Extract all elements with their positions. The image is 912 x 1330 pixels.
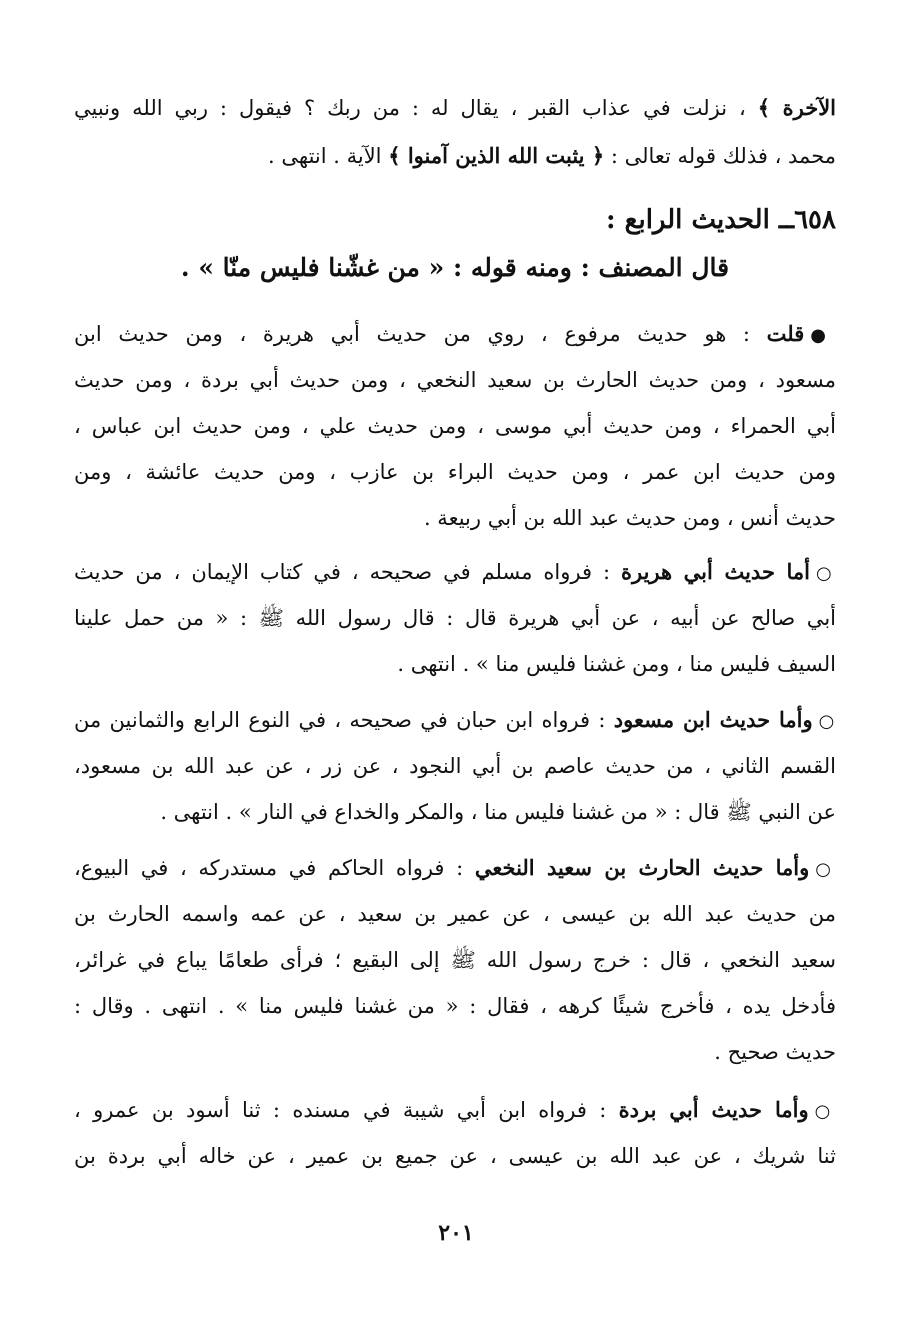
para1-line-5: حديث أنس ، ومن حديث عبد الله بن أبي ربيعة . [423, 506, 836, 530]
para4-text: : فرواه الحاكم في مستدركه ، في البيوع، [74, 856, 475, 880]
intro-text-fragment: ، نزلت في عذاب القبر ، يقال له : من ربك ؟ فيقول : ربي الله ونبيي [74, 96, 758, 120]
page-number: ٢٠١ [438, 1220, 474, 1246]
para1-line-2: مسعود ، ومن حديث الحارث بن سعيد النخعي ، ومن حديث أبي بردة ، ومن حديث [74, 368, 836, 392]
para3-lead: وأما حديث ابن مسعود [613, 707, 813, 732]
para2-line-1 [74, 550, 836, 594]
para3-text: : فرواه ابن حبان في صحيحه ، في النوع الرابع والثمانين من [74, 708, 614, 732]
para3-line-2: القسم الثاني ، من حديث عاصم بن أبي النجود ، عن زر ، عن عبد الله بن مسعود، [74, 754, 836, 778]
circle-marker-icon: ○ [814, 1101, 836, 1122]
para5-line-1 [74, 1088, 836, 1132]
quran-quote: ﴿ يثبت الله الذين آمنوا ﴾ [388, 143, 605, 168]
para1-text: : هو حديث مرفوع ، روي من حديث أبي هريرة ، ومن حديث ابن [74, 322, 767, 346]
para3-line-1 [74, 698, 836, 742]
circle-marker-icon: ○ [816, 563, 836, 584]
intro-line2-end: الآية . انتهى . [268, 144, 389, 168]
para1-line-3: أبي الحمراء ، ومن حديث أبي موسى ، ومن حديث علي ، ومن حديث ابن عباس ، [74, 414, 836, 438]
para4-line-5: حديث صحيح . [714, 1040, 836, 1064]
section-subheading: قال المصنف : ومنه قوله : « من غشّنا فليس منّا » . [180, 253, 730, 282]
para4-line-3: سعيد النخعي ، قال : خرج رسول الله ﷺ إلى البقيع ؛ فرأى طعامًا يباع في غرائر، [74, 948, 836, 972]
para2-text: : فرواه مسلم في صحيحه ، في كتاب الإيمان ، من حديث [74, 560, 621, 584]
intro-line2-start: محمد ، فذلك قوله تعالى : [604, 144, 836, 168]
para4-line-1 [74, 846, 836, 890]
para4-lead: وأما حديث الحارث بن سعيد النخعي [474, 855, 810, 880]
para5-lead: وأما حديث أبي بردة [618, 1097, 809, 1122]
para1-lead: قلت [766, 321, 805, 346]
para2-line-3: السيف فليس منا ، ومن غشنا فليس منا » . انتهى . [397, 652, 836, 676]
para5-line-2: ثنا شريك ، عن عبد الله بن عيسى ، عن جميع بن عمير ، عن خاله أبي بردة بن [74, 1144, 836, 1168]
intro-line-2 [74, 134, 836, 178]
book-page [74, 78, 836, 1308]
para4-line-2: من حديث عبد الله بن عيسى ، عن عمير بن سعيد ، عن عمه واسمه الحارث بن [74, 902, 836, 926]
para3-line-3: عن النبي ﷺ قال : « من غشنا فليس منا ، والمكر والخداع في النار » . انتهى . [160, 800, 836, 824]
section-heading: ٦٥٨ــ الحديث الرابع : [605, 205, 836, 235]
para1-line-4: ومن حديث ابن عمر ، ومن حديث البراء بن عازب ، ومن حديث عائشة ، ومن [74, 460, 836, 484]
circle-marker-icon: ○ [818, 711, 836, 732]
circle-marker-icon: ○ [815, 859, 836, 880]
intro-line-1 [74, 86, 836, 130]
para1-line-1 [74, 312, 836, 356]
intro-bold-fragment: الآخرة ﴾ [757, 95, 836, 120]
para2-line-2: أبي صالح عن أبيه ، عن أبي هريرة قال : قال رسول الله ﷺ : « من حمل علينا [74, 606, 836, 630]
para2-lead: أما حديث أبي هريرة [621, 559, 810, 584]
bullet-icon: ● [810, 325, 836, 346]
para4-line-4: فأدخل يده ، فأخرج شيئًا كرهه ، فقال : « من غشنا فليس منا » . انتهى . وقال : [74, 994, 836, 1018]
para5-text: : فرواه ابن أبي شيبة في مسنده : ثنا أسود بن عمرو ، [74, 1098, 619, 1122]
